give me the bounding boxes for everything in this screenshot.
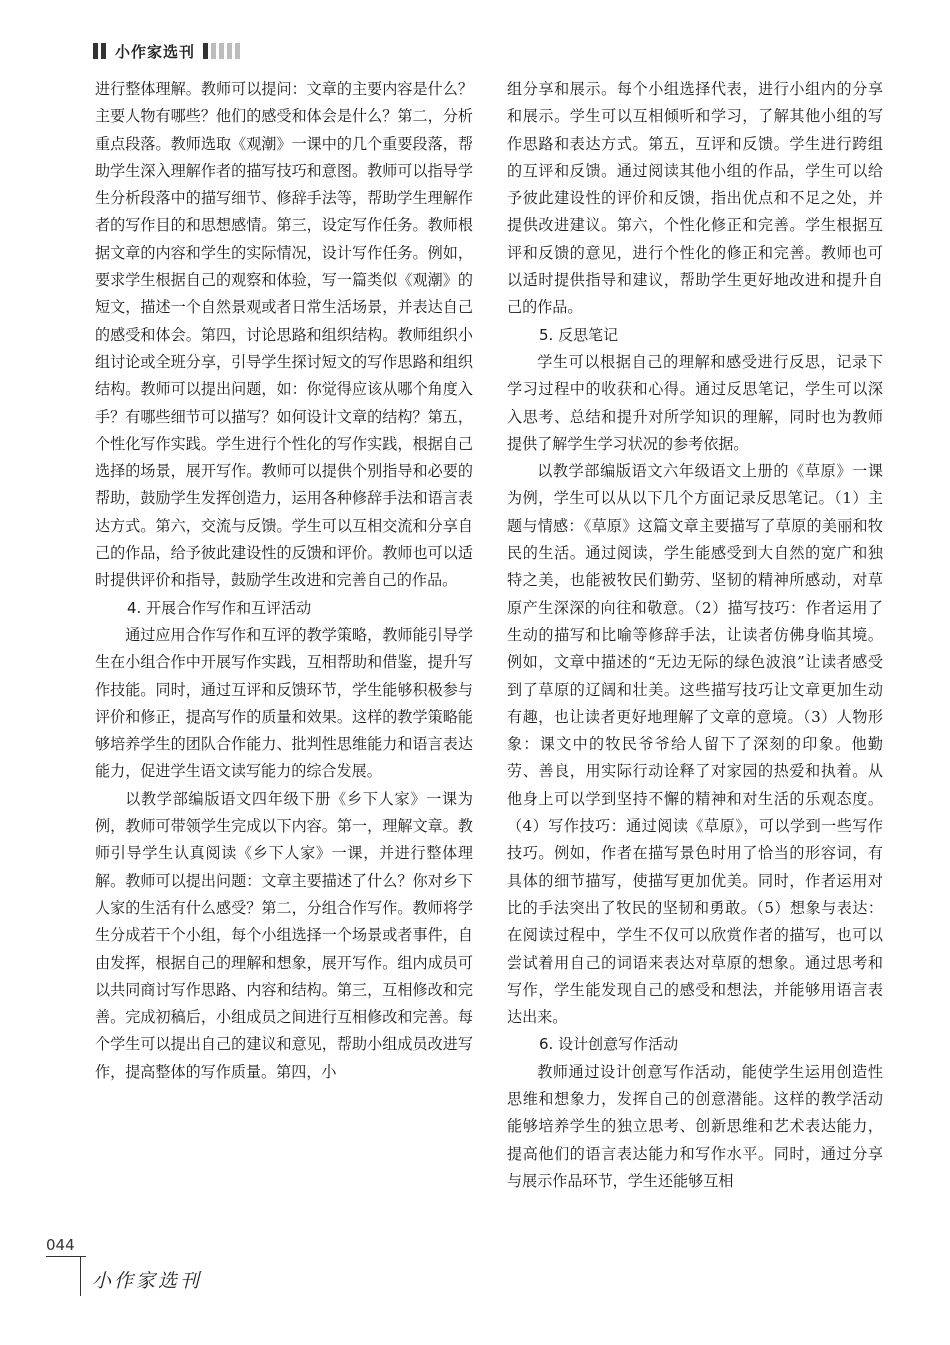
running-header <box>93 38 243 64</box>
header-bar-icon <box>93 43 98 59</box>
page-number: 044 <box>46 1236 75 1254</box>
header-bar-icon <box>219 43 224 59</box>
section-heading: 5. 反思笔记 <box>539 325 619 344</box>
header-bar-icon <box>203 43 208 59</box>
left-column <box>95 76 473 1086</box>
paragraph: 通过应用合作写作和互评的教学策略，教师能引导学生在小组合作中开展写作实践，互相帮助和借鉴，提升写作技能。同时，通过互评和反馈环节，学生能够积极参与评价和修正，提高写作的质量和效果。这样的教学策略能够培养学生的团队合作能力、批判性思维能力和语言表达能力，促进学生语文读写能力的综合发展。 <box>95 625 473 781</box>
right-column <box>507 76 883 1195</box>
paragraph: 教师通过设计创意写作活动，能使学生运用创造性思维和想象力，发挥自己的创意潜能。这样的教学活动能够培养学生的独立思考、创新思维和艺术表达能力，提高他们的语言表达能力和写作水平。同时，通过分享与展示作品环节，学生还能够互相 <box>507 1062 883 1190</box>
header-bar-icon <box>211 43 216 59</box>
footer-divider <box>80 1256 81 1296</box>
header-bar-icon <box>101 43 106 59</box>
footer-logo: 小作家选刊 <box>92 1270 203 1292</box>
paragraph: 以教学部编版语文六年级语文上册的《草原》一课为例，学生可以从以下几个方面记录反思笔记。（1）主题与情感：《草原》这篇文章主要描写了草原的美丽和牧民的生活。通过阅读，学生能感受到大自然的宽广和独特之美，也能被牧民们勤劳、坚韧的精神所感动，对草原产生深深的向往和敬意。（2）描写技巧：作者运用了生动的描写和比喻等修辞手法，让读者仿佛身临其境。例如，文章中描述的“无边无际的绿色波浪”让读者感受到了草原的辽阔和壮美。这些描写技巧让文章更加生动有趣，也让读者更好地理解了文章的意境。（3）人物形象：课文中的牧民爷爷给人留下了深刻的印象。他勤劳、善良，用实际行动诠释了对家园的热爱和执着。从他身上可以学到坚持不懈的精神和对生活的乐观态度。（4）写作技巧：通过阅读《草原》，可以学到一些写作技巧。例如，作者在描写景色时用了恰当的形容词，有具体的细节描写，使描写更加优美。同时，作者运用对比的手法突出了牧民的坚韧和勇敢。（5）想象与表达：在阅读过程中，学生不仅可以欣赏作者的描写，也可以尝试着用自己的词语来表达对草原的想象。通过思考和写作，学生能发现自己的感受和想法，并能够用语言表达出来。 <box>507 462 883 1027</box>
paragraph: 进行整体理解。教师可以提问：文章的主要内容是什么？主要人物有哪些？他们的感受和体会是什么？第二，分析重点段落。教师选取《观潮》一课中的几个重要段落，帮助学生深入理解作者的描写技巧和意图。教师可以指导学生分析段落中的描写细节、修辞手法等，帮助学生理解作者的写作目的和思想感情。第三，设定写作任务。教师根据文章的内容和学生的实际情况，设计写作任务。例如，要求学生根据自己的观察和体验，写一篇类似《观潮》的短文，描述一个自然景观或者日常生活场景，并表达自己的感受和体会。第四，讨论思路和组织结构。教师组织小组讨论或全班分享，引导学生探讨短文的写作思路和组织结构。教师可以提出问题，如：你觉得应该从哪个角度入手？有哪些细节可以描写？如何设计文章的结构？第五，个性化写作实践。学生进行个性化的写作实践，根据自己选择的场景，展开写作。教师可以提供个别指导和必要的帮助，鼓励学生发挥创造力，运用各种修辞手法和语言表达方式。第六，交流与反馈。学生可以互相交流和分享自己的作品，给予彼此建设性的反馈和评价。教师也可以适时提供评价和指导，鼓励学生改进和完善自己的作品。 <box>95 80 473 590</box>
section-heading: 6. 设计创意写作活动 <box>539 1035 679 1054</box>
header-bar-icon <box>227 43 232 59</box>
section-heading: 4. 开展合作写作和互评活动 <box>127 598 312 617</box>
paragraph: 以教学部编版语文四年级下册《乡下人家》一课为例，教师可带领学生完成以下内容。第一，理解文章。教师引导学生认真阅读《乡下人家》一课，并进行整体理解。教师可以提出问题：文章主要描述了什么？你对乡下人家的生活有什么感受？第二，分组合作写作。教师将学生分成若干个小组，每个小组选择一个场景或者事件，自由发挥，根据自己的理解和想象，展开写作。组内成员可以共同商讨写作思路、内容和结构。第三，互相修改和完善。完成初稿后，小组成员之间进行互相修改和完善。每个学生可以提出自己的建议和意见，帮助小组成员改进写作，提高整体的写作质量。第四，小 <box>95 789 473 1081</box>
header-bar-icon <box>235 43 240 59</box>
paragraph: 组分享和展示。每个小组选择代表，进行小组内的分享和展示。学生可以互相倾听和学习，了解其他小组的写作思路和表达方式。第五，互评和反馈。学生进行跨组的互评和反馈。通过阅读其他小组的作品，学生可以给予彼此建设性的评价和反馈，指出优点和不足之处，并提供改进建议。第六，个性化修正和完善。学生根据互评和反馈的意见，进行个性化的修正和完善。教师也可以适时提供指导和建议，帮助学生更好地改进和提升自己的作品。 <box>507 80 883 317</box>
paragraph: 学生可以根据自己的理解和感受进行反思，记录下学习过程中的收获和心得。通过反思笔记，学生可以深入思考、总结和提升对所学知识的理解，同时也为教师提供了解学生学习状况的参考依据。 <box>507 352 883 453</box>
journal-title: 小作家选刊 <box>115 42 196 61</box>
